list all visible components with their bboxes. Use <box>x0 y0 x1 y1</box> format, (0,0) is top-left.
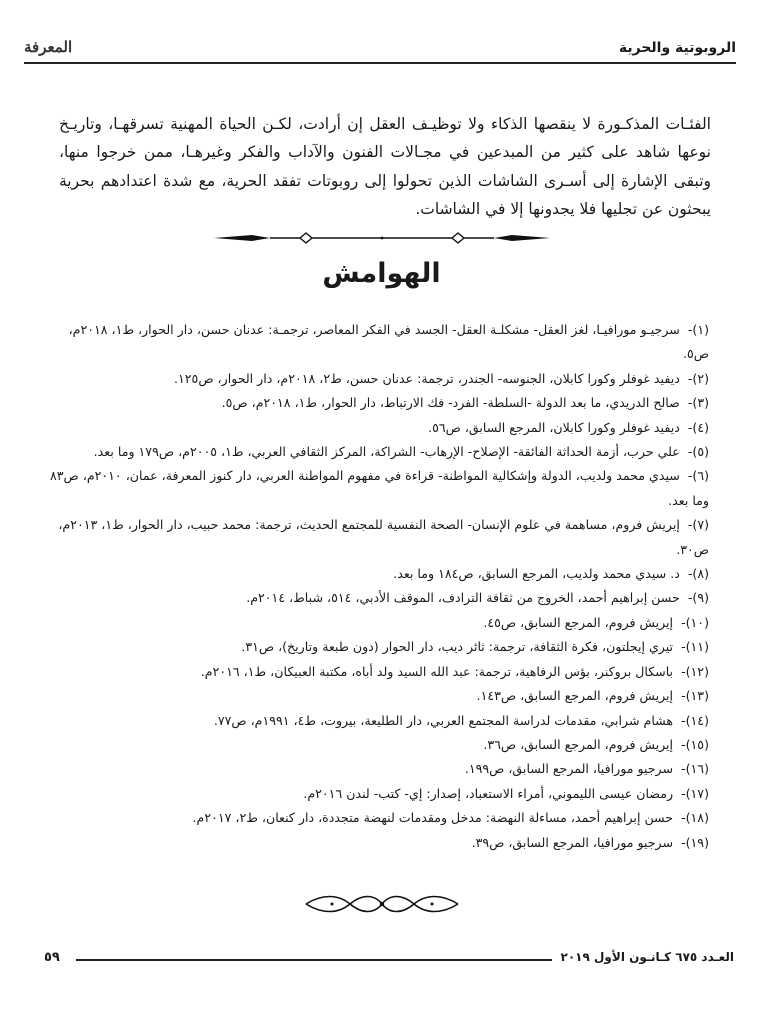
footnote-number: (١٢)- <box>681 663 709 679</box>
footnote-item <box>49 611 709 635</box>
footnote-text: إيريش فروم، مساهمة في علوم الإنسان- الصحة النفسية للمجتمع الحديث، ترجمة: محمد حبيب، دار الحوار، ط١، ٢٠١٣م، ص٣٠. <box>58 517 709 557</box>
section-heading: الهوامش <box>322 258 441 289</box>
footnote-text: تيري إيجلتون، فكرة الثقافة، ترجمة: ثائر ديب، دار الحوار (دون طبعة وتاريخ)، ص٣١. <box>241 639 674 655</box>
footnote-list <box>49 318 709 855</box>
footnote-number: (٨)- <box>687 566 709 582</box>
footnote-number: (١٨)- <box>681 810 709 826</box>
footnote-number: (١٠)- <box>681 614 709 630</box>
footnote-number: (١٩)- <box>681 834 709 850</box>
footnote-item <box>49 635 709 659</box>
footnote-number: (١٧)- <box>681 785 709 801</box>
footnote-text: سرجيو مورافيا، المرجع السابق، ص١٩٩. <box>464 761 674 777</box>
footnote-number: (١٤)- <box>681 712 709 728</box>
footnote-number: (١)- <box>687 322 709 337</box>
footnote-number: (١٣)- <box>681 688 709 704</box>
end-ornament <box>0 892 763 916</box>
closing-paragraph: الفئـات المذكـورة لا ينقصها الذكاء ولا توظيـف العقل إن أرادت، لكـن الحياة المهنية تسرقهـا، وتاريـخ نوعها شاهد على كثير من المبدعين في مجـالات الفنون والآداب والفكر وغيرهـا، ممن خرجوا منها، وتبقى الإشارة إلى أسـرى الشاشات الذين تحولوا إلى روبوتات تفقد الحرية، مع شدة اعتدادهم بحرية يبحثون عن تجليها فلا يجدونها إلا في الشاشات. <box>59 114 711 218</box>
footnote-item <box>49 464 709 513</box>
footnote-item <box>49 660 709 684</box>
footnote-number: (٢)- <box>687 370 709 386</box>
footnote-text: حسن إبراهيم أحمد، الخروج من ثقافة الترادف، الموقف الأدبي، ٥١٤، شباط، ٢٠١٤م. <box>246 590 680 606</box>
footnote-text: إيريش فروم، المرجع السابق، ص٣٦. <box>483 736 674 752</box>
footnote-item <box>49 831 709 855</box>
footnote-number: (٣)- <box>687 395 709 411</box>
footnote-item <box>49 367 709 391</box>
footnote-item <box>49 684 709 708</box>
issue-info: العـدد ٦٧٥ كـانـون الأول ٢٠١٩ <box>560 950 734 964</box>
footnote-item <box>49 709 709 733</box>
footnote-text: ديفيد غوفلر وكورا كابلان، المرجع السابق، ص٥٦. <box>428 419 680 435</box>
running-title: الروبوتية والحرية <box>618 40 736 56</box>
footnote-item <box>49 733 709 757</box>
footnote-item <box>49 782 709 806</box>
footnote-number: (٦)- <box>687 468 709 484</box>
footnote-text: رمضان عيسى الليموني، أمراء الاستعباد، إصدار: إي- كتب- لندن ٢٠١٦م. <box>303 785 674 801</box>
footnote-number: (٥)- <box>687 444 709 460</box>
footnote-item <box>49 416 709 440</box>
footnote-text: صالح الدريدي، ما بعد الدولة -السلطة- الفرد- فك الارتباط، دار الحوار، ط١، ٢٠١٨م، ص٥. <box>221 395 680 411</box>
footnote-text: إيريش فروم، المرجع السابق، ص١٤٣. <box>476 688 674 704</box>
footnote-number: (١٥)- <box>681 736 709 752</box>
footnote-text: سرجيـو مورافيـا، لغز العقل- مشكلـة العقل- الجسد في الفكر المعاصر، ترجمـة: عدنان حسن، دار الحوار، ط١، ٢٠١٨م، ص٥. <box>68 322 709 362</box>
footnote-number: (٧)- <box>687 517 709 533</box>
footnote-number: (٤)- <box>687 419 709 435</box>
page-header <box>24 36 736 66</box>
footnote-item <box>49 562 709 586</box>
section-divider-ornament <box>0 229 763 247</box>
footnote-text: سيدي محمد ولديب، الدولة وإشكالية المواطنة- قراءة في مفهوم المواطنة العربي، دار كنوز المعرفة، عمان، ٢٠١٠م، ص٨٣ وما بعد. <box>50 468 709 508</box>
footnote-text: د. سيدي محمد ولديب، المرجع السابق، ص١٨٤ وما بعد. <box>393 566 680 582</box>
footnote-item <box>49 757 709 781</box>
footnote-text: إيريش فروم، المرجع السابق، ص٤٥. <box>483 614 674 630</box>
footnote-text: علي حرب، أزمة الحداثة الفائقة- الإصلاح- الإرهاب- الشراكة، المركز الثقافي العربي، ط١، ٢٠٠٥م، ص١٧٩ وما بعد. <box>93 444 680 460</box>
footnote-text: حسن إبراهيم أحمد، مساءلة النهضة: مدخل ومقدمات لنهضة متجددة، دار كنعان، ط٢، ٢٠١٧م. <box>192 810 674 826</box>
footnote-text: باسكال بروكنر، بؤس الرفاهية، ترجمة: عبد الله السيد ولد أباه، مكتبة العبيكان، ط١، ٢٠١٦م. <box>200 663 674 679</box>
footnote-number: (١١)- <box>681 639 709 655</box>
footnote-item <box>49 318 709 367</box>
header-rule <box>24 62 736 64</box>
footnote-text: سرجيو مورافيا، المرجع السابق، ص٣٩. <box>471 834 674 850</box>
footnote-item <box>49 806 709 830</box>
footnote-item <box>49 391 709 415</box>
footnote-item <box>49 586 709 610</box>
footnote-number: (١٦)- <box>681 761 709 777</box>
page-footer <box>44 950 734 972</box>
footnote-number: (٩)- <box>687 590 709 606</box>
journal-logo: المعرفة <box>24 38 73 56</box>
footnote-text: ديفيد غوفلر وكورا كابلان، الجنوسه- الجندر، ترجمة: عدنان حسن، ط٢، ٢٠١٨م، دار الحوار، ص١٢٥. <box>174 370 680 386</box>
footnote-item <box>49 440 709 464</box>
page-number: ٥٩ <box>44 950 60 965</box>
footer-rule <box>76 959 552 961</box>
footnote-item <box>49 513 709 562</box>
footnote-text: هشام شرابي، مقدمات لدراسة المجتمع العربي، دار الطليعة، بيروت، ط٤، ١٩٩١م، ص٧٧. <box>213 712 674 728</box>
